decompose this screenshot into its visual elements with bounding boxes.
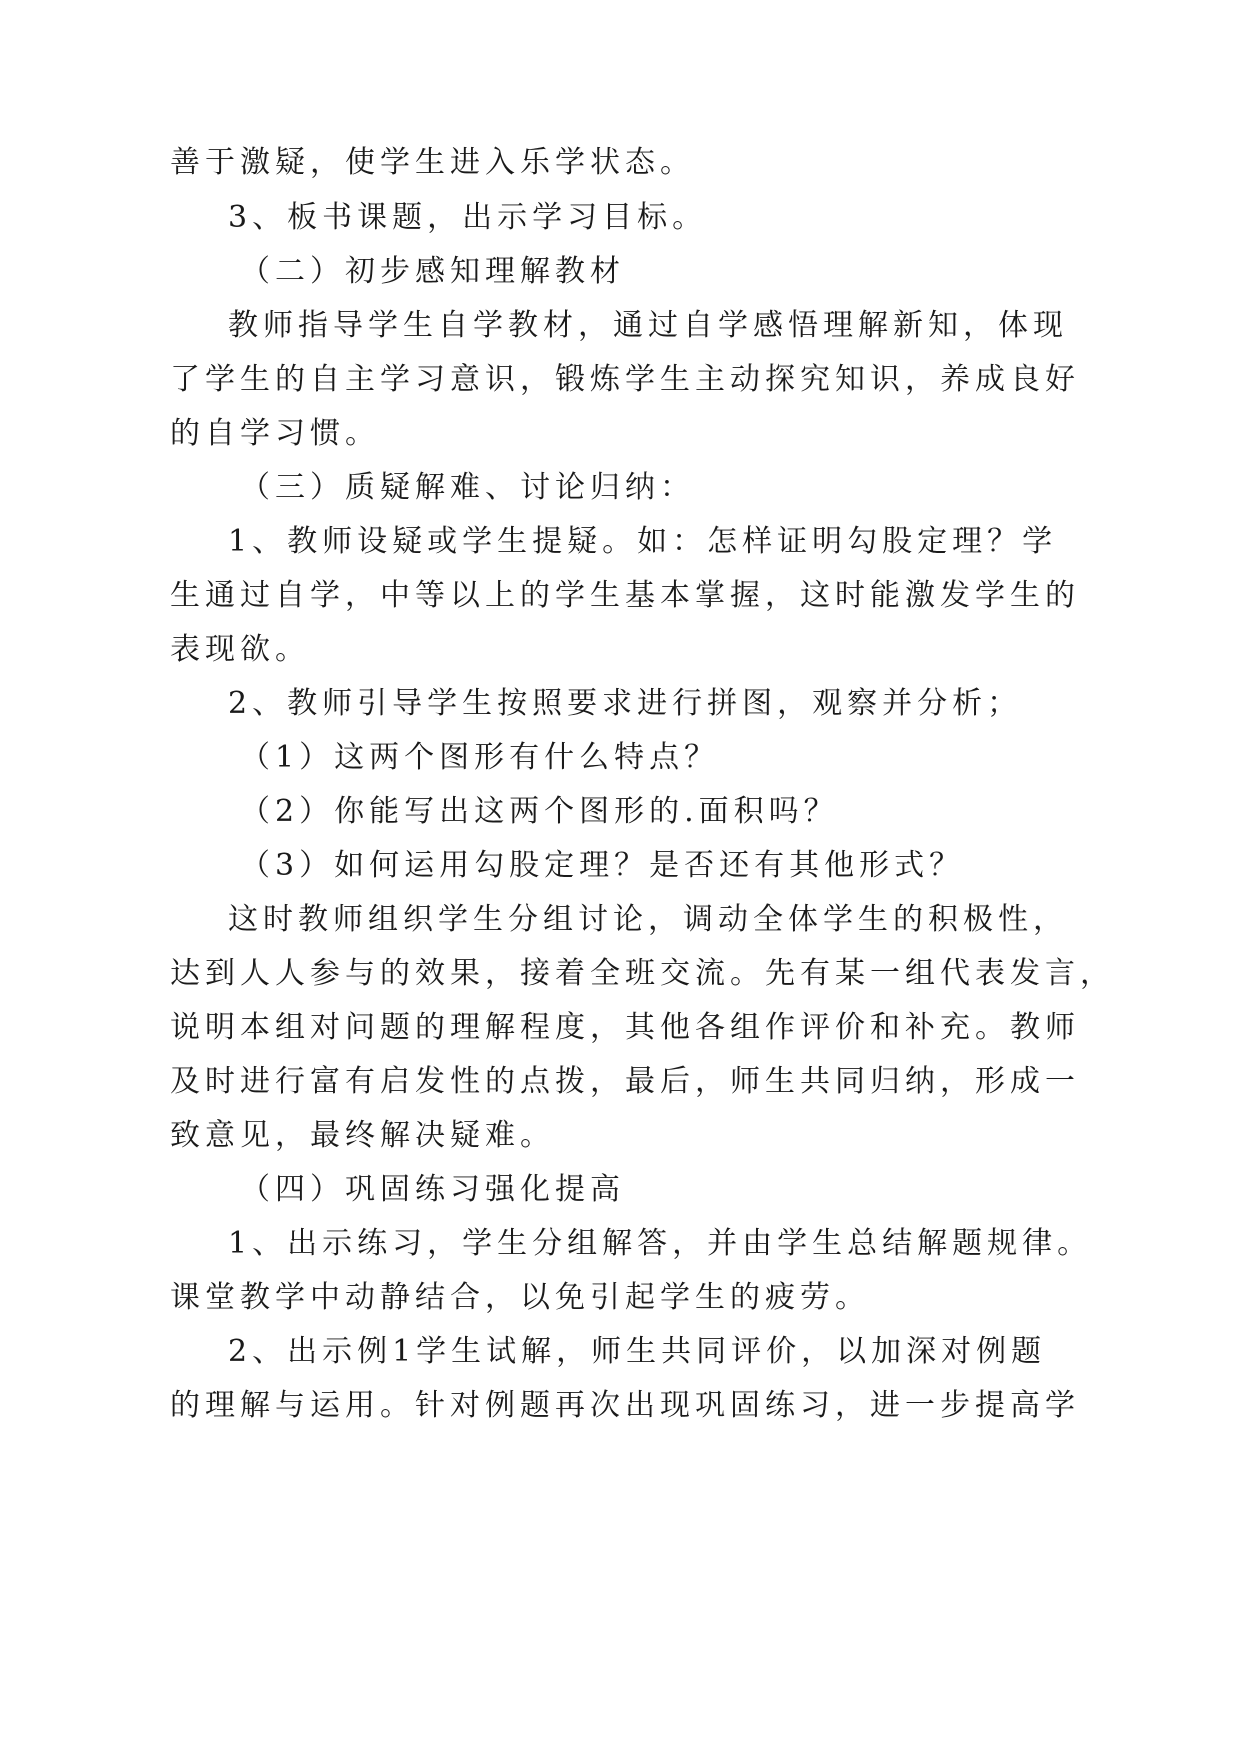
text-line: 表现欲。 bbox=[170, 632, 310, 667]
text-line: 3、板书课题，出示学习目标。 bbox=[228, 200, 708, 235]
section-heading: （四）巩固练习强化提高 bbox=[240, 1172, 625, 1207]
text-line: 生通过自学，中等以上的学生基本掌握，这时能激发学生的 bbox=[170, 578, 1080, 613]
text-line: 善于激疑，使学生进入乐学状态。 bbox=[170, 145, 695, 180]
list-item: （1）这两个图形有什么特点？ bbox=[240, 740, 720, 775]
list-item: （3）如何运用勾股定理？是否还有其他形式？ bbox=[240, 848, 965, 883]
text-line: 1、出示练习，学生分组解答，并由学生总结解题规律。 bbox=[228, 1226, 1093, 1261]
text-line: 教师指导学生自学教材，通过自学感悟理解新知，体现 bbox=[228, 308, 1068, 343]
text-line: 2、教师引导学生按照要求进行拼图，观察并分析； bbox=[228, 686, 1023, 721]
text-line: 的理解与运用。针对例题再次出现巩固练习，进一步提高学 bbox=[170, 1388, 1080, 1423]
section-heading: （二）初步感知理解教材 bbox=[240, 254, 625, 289]
text-line: 这时教师组织学生分组讨论，调动全体学生的积极性， bbox=[228, 902, 1068, 937]
section-heading: （三）质疑解难、讨论归纳： bbox=[240, 470, 695, 505]
text-line: 达到人人参与的效果，接着全班交流。先有某一组代表发言， bbox=[170, 956, 1115, 991]
text-line: 2、出示例1学生试解，师生共同评价，以加深对例题 bbox=[228, 1334, 1047, 1369]
text-line: 说明本组对问题的理解程度，其他各组作评价和补充。教师 bbox=[170, 1010, 1080, 1045]
list-item: （2）你能写出这两个图形的.面积吗？ bbox=[240, 794, 839, 829]
text-line: 及时进行富有启发性的点拨，最后，师生共同归纳，形成一 bbox=[170, 1064, 1080, 1099]
text-line: 1、教师设疑或学生提疑。如：怎样证明勾股定理？学 bbox=[228, 524, 1058, 559]
text-line: 致意见，最终解决疑难。 bbox=[170, 1118, 555, 1153]
text-line: 了学生的自主学习意识，锻炼学生主动探究知识，养成良好 bbox=[170, 362, 1080, 397]
text-line: 课堂教学中动静结合，以免引起学生的疲劳。 bbox=[170, 1280, 870, 1315]
text-line: 的自学习惯。 bbox=[170, 416, 380, 451]
